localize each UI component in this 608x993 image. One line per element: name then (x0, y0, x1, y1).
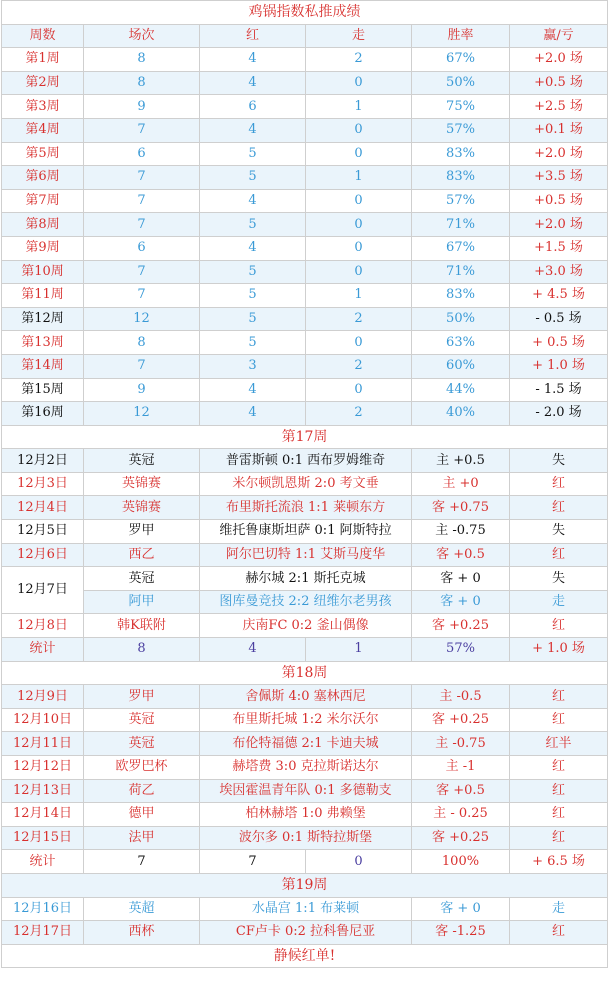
table-title: 鸡锅指数私推成绩 (2, 1, 608, 25)
match-score: 米尔顿凯恩斯 2:0 考文垂 (200, 472, 412, 496)
win-rate: 40% (412, 402, 510, 426)
profit-loss: +2.0 场 (510, 48, 608, 72)
match-row (2, 472, 608, 496)
results-table (1, 0, 608, 968)
section-row (2, 873, 608, 897)
match-tip: 主 - 0.25 (412, 803, 510, 827)
match-date: 12月3日 (2, 472, 84, 496)
match-row (2, 756, 608, 780)
games-count: 9 (84, 378, 200, 402)
games-count: 8 (84, 48, 200, 72)
match-league: 欧罗巴杯 (84, 756, 200, 780)
summary-row (2, 850, 608, 874)
week-label: 第11周 (2, 284, 84, 308)
match-row (2, 732, 608, 756)
red-count: 4 (200, 236, 306, 260)
win-rate: 75% (412, 95, 510, 119)
profit-loss: - 1.5 场 (510, 378, 608, 402)
push-count: 0 (306, 142, 412, 166)
games-count: 7 (84, 260, 200, 284)
match-score: 布伦特福德 2:1 卡迪夫城 (200, 732, 412, 756)
match-date: 12月8日 (2, 614, 84, 638)
push-count: 2 (306, 48, 412, 72)
match-tip: 主 +0 (412, 472, 510, 496)
push-count: 1 (306, 95, 412, 119)
games-count: 7 (84, 213, 200, 237)
week-label: 第13周 (2, 331, 84, 355)
win-rate: 50% (412, 71, 510, 95)
red-count: 4 (200, 189, 306, 213)
red-count: 4 (200, 378, 306, 402)
match-league: 英锦赛 (84, 472, 200, 496)
summary-rate: 100% (412, 850, 510, 874)
summary-red: 7 (200, 850, 306, 874)
profit-loss: + 1.0 场 (510, 354, 608, 378)
red-count: 4 (200, 71, 306, 95)
weekly-row (2, 331, 608, 355)
match-league: 英冠 (84, 449, 200, 473)
push-count: 0 (306, 260, 412, 284)
match-row (2, 897, 608, 921)
games-count: 7 (84, 284, 200, 308)
profit-loss: + 4.5 场 (510, 284, 608, 308)
match-date: 12月9日 (2, 685, 84, 709)
weekly-row (2, 236, 608, 260)
match-league: 西杯 (84, 921, 200, 945)
push-count: 0 (306, 213, 412, 237)
match-date: 12月2日 (2, 449, 84, 473)
push-count: 2 (306, 307, 412, 331)
match-result: 红 (510, 472, 608, 496)
week-label: 第5周 (2, 142, 84, 166)
games-count: 7 (84, 354, 200, 378)
match-result: 红 (510, 685, 608, 709)
red-count: 3 (200, 354, 306, 378)
match-league: 罗甲 (84, 520, 200, 544)
match-row (2, 496, 608, 520)
match-row (2, 685, 608, 709)
match-score: 波尔多 0:1 斯特拉斯堡 (200, 826, 412, 850)
week-label: 第9周 (2, 236, 84, 260)
match-row (2, 779, 608, 803)
profit-loss: +2.0 场 (510, 142, 608, 166)
push-count: 2 (306, 402, 412, 426)
match-league: 英冠 (84, 732, 200, 756)
win-rate: 67% (412, 48, 510, 72)
match-result: 红 (510, 826, 608, 850)
match-result: 红 (510, 756, 608, 780)
profit-loss: +3.0 场 (510, 260, 608, 284)
summary-push: 0 (306, 850, 412, 874)
match-result: 失 (510, 567, 608, 591)
push-count: 1 (306, 284, 412, 308)
match-score: 庆南FC 0:2 釜山偶像 (200, 614, 412, 638)
win-rate: 83% (412, 142, 510, 166)
win-rate: 71% (412, 213, 510, 237)
games-count: 9 (84, 95, 200, 119)
match-league: 英冠 (84, 567, 200, 591)
match-score: 布里斯托流浪 1:1 莱顿东方 (200, 496, 412, 520)
games-count: 12 (84, 402, 200, 426)
red-count: 5 (200, 213, 306, 237)
match-row (2, 590, 608, 614)
match-league: 英锦赛 (84, 496, 200, 520)
weekly-row (2, 166, 608, 190)
week-label: 第10周 (2, 260, 84, 284)
match-date: 12月4日 (2, 496, 84, 520)
match-score: 柏林赫塔 1:0 弗赖堡 (200, 803, 412, 827)
profit-loss: +0.5 场 (510, 71, 608, 95)
win-rate: 83% (412, 166, 510, 190)
profit-loss: +0.1 场 (510, 118, 608, 142)
push-count: 0 (306, 71, 412, 95)
weekly-row (2, 71, 608, 95)
match-league: 法甲 (84, 826, 200, 850)
red-count: 5 (200, 284, 306, 308)
summary-label: 统计 (2, 638, 84, 662)
match-date: 12月12日 (2, 756, 84, 780)
match-result: 走 (510, 897, 608, 921)
match-result: 失 (510, 449, 608, 473)
match-tip: 客 +0.25 (412, 708, 510, 732)
week-label: 第12周 (2, 307, 84, 331)
profit-loss: + 0.5 场 (510, 331, 608, 355)
match-date: 12月11日 (2, 732, 84, 756)
summary-games: 8 (84, 638, 200, 662)
summary-push: 1 (306, 638, 412, 662)
section-row (2, 661, 608, 685)
week-label: 第4周 (2, 118, 84, 142)
week-label: 第6周 (2, 166, 84, 190)
match-date: 12月10日 (2, 708, 84, 732)
match-date: 12月5日 (2, 520, 84, 544)
section-week17: 第17周 (2, 425, 608, 449)
win-rate: 57% (412, 118, 510, 142)
red-count: 5 (200, 260, 306, 284)
weekly-row (2, 142, 608, 166)
match-row (2, 803, 608, 827)
header-red: 红 (200, 24, 306, 48)
match-league: 罗甲 (84, 685, 200, 709)
red-count: 5 (200, 142, 306, 166)
section-week18: 第18周 (2, 661, 608, 685)
win-rate: 50% (412, 307, 510, 331)
match-date: 12月13日 (2, 779, 84, 803)
match-score: 赫尔城 2:1 斯托克城 (200, 567, 412, 591)
match-result: 走 (510, 590, 608, 614)
match-date: 12月14日 (2, 803, 84, 827)
match-result: 红 (510, 779, 608, 803)
games-count: 7 (84, 189, 200, 213)
win-rate: 83% (412, 284, 510, 308)
week-label: 第3周 (2, 95, 84, 119)
header-week: 周数 (2, 24, 84, 48)
weekly-row (2, 213, 608, 237)
push-count: 0 (306, 118, 412, 142)
match-result: 红 (510, 708, 608, 732)
match-score: 布里斯托城 1:2 米尔沃尔 (200, 708, 412, 732)
games-count: 8 (84, 331, 200, 355)
summary-pl: + 6.5 场 (510, 850, 608, 874)
match-tip: 客 +0.5 (412, 543, 510, 567)
week-label: 第8周 (2, 213, 84, 237)
weekly-row (2, 189, 608, 213)
red-count: 4 (200, 402, 306, 426)
week-label: 第7周 (2, 189, 84, 213)
push-count: 0 (306, 236, 412, 260)
weekly-row (2, 118, 608, 142)
match-row (2, 614, 608, 638)
match-tip: 客 + 0 (412, 590, 510, 614)
match-result: 红 (510, 803, 608, 827)
match-result: 红 (510, 543, 608, 567)
win-rate: 57% (412, 189, 510, 213)
match-league: 荷乙 (84, 779, 200, 803)
match-tip: 主 -1 (412, 756, 510, 780)
match-tip: 主 -0.5 (412, 685, 510, 709)
match-row (2, 543, 608, 567)
week-label: 第16周 (2, 402, 84, 426)
games-count: 7 (84, 118, 200, 142)
weekly-row (2, 354, 608, 378)
games-count: 6 (84, 142, 200, 166)
profit-loss: - 0.5 场 (510, 307, 608, 331)
match-date: 12月16日 (2, 897, 84, 921)
weekly-row (2, 402, 608, 426)
match-result: 失 (510, 520, 608, 544)
match-result: 红 (510, 614, 608, 638)
section-row (2, 425, 608, 449)
win-rate: 60% (412, 354, 510, 378)
profit-loss: +2.0 场 (510, 213, 608, 237)
games-count: 8 (84, 71, 200, 95)
match-tip: 主 -0.75 (412, 520, 510, 544)
match-score: 埃因霍温青年队 0:1 多德勒支 (200, 779, 412, 803)
weekly-row (2, 260, 608, 284)
match-league: 阿甲 (84, 590, 200, 614)
win-rate: 67% (412, 236, 510, 260)
weekly-row (2, 95, 608, 119)
match-date: 12月6日 (2, 543, 84, 567)
weekly-row (2, 378, 608, 402)
header-push: 走 (306, 24, 412, 48)
match-result: 红 (510, 921, 608, 945)
header-row (2, 24, 608, 48)
match-tip: 客 -1.25 (412, 921, 510, 945)
weekly-row (2, 284, 608, 308)
red-count: 5 (200, 307, 306, 331)
red-count: 4 (200, 48, 306, 72)
match-row (2, 921, 608, 945)
match-league: 西乙 (84, 543, 200, 567)
summary-rate: 57% (412, 638, 510, 662)
red-count: 5 (200, 166, 306, 190)
match-row (2, 567, 608, 591)
match-date: 12月7日 (2, 567, 84, 614)
match-result: 红 (510, 496, 608, 520)
profit-loss: - 2.0 场 (510, 402, 608, 426)
red-count: 4 (200, 118, 306, 142)
match-date: 12月15日 (2, 826, 84, 850)
week-label: 第2周 (2, 71, 84, 95)
match-row (2, 826, 608, 850)
win-rate: 63% (412, 331, 510, 355)
week-label: 第1周 (2, 48, 84, 72)
header-rate: 胜率 (412, 24, 510, 48)
red-count: 6 (200, 95, 306, 119)
match-tip: 客 + 0 (412, 897, 510, 921)
match-tip: 客 + 0 (412, 567, 510, 591)
push-count: 0 (306, 331, 412, 355)
match-tip: 主 +0.5 (412, 449, 510, 473)
match-date: 12月17日 (2, 921, 84, 945)
match-league: 德甲 (84, 803, 200, 827)
red-count: 5 (200, 331, 306, 355)
summary-red: 4 (200, 638, 306, 662)
match-row (2, 449, 608, 473)
weekly-row (2, 307, 608, 331)
footer-text: 静候红单! (2, 944, 608, 968)
match-result: 红半 (510, 732, 608, 756)
week-label: 第15周 (2, 378, 84, 402)
push-count: 0 (306, 189, 412, 213)
match-tip: 主 -0.75 (412, 732, 510, 756)
profit-loss: +0.5 场 (510, 189, 608, 213)
profit-loss: +3.5 场 (510, 166, 608, 190)
summary-pl: + 1.0 场 (510, 638, 608, 662)
win-rate: 44% (412, 378, 510, 402)
match-tip: 客 +0.25 (412, 614, 510, 638)
match-tip: 客 +0.5 (412, 779, 510, 803)
push-count: 2 (306, 354, 412, 378)
match-score: 水晶宫 1:1 布莱顿 (200, 897, 412, 921)
header-games: 场次 (84, 24, 200, 48)
profit-loss: +1.5 场 (510, 236, 608, 260)
win-rate: 71% (412, 260, 510, 284)
footer-row (2, 944, 608, 968)
match-score: 图库曼竞技 2:2 纽维尔老男孩 (200, 590, 412, 614)
profit-loss: +2.5 场 (510, 95, 608, 119)
push-count: 0 (306, 378, 412, 402)
push-count: 1 (306, 166, 412, 190)
section-week19: 第19周 (2, 873, 608, 897)
match-league: 英超 (84, 897, 200, 921)
match-score: 阿尔巴切特 1:1 艾斯马度华 (200, 543, 412, 567)
match-score: 舍佩斯 4:0 塞林西尼 (200, 685, 412, 709)
match-tip: 客 +0.25 (412, 826, 510, 850)
match-league: 韩K联附 (84, 614, 200, 638)
games-count: 12 (84, 307, 200, 331)
match-score: 普雷斯顿 0:1 西布罗姆维奇 (200, 449, 412, 473)
games-count: 6 (84, 236, 200, 260)
summary-row (2, 638, 608, 662)
summary-games: 7 (84, 850, 200, 874)
match-score: CF卢卡 0:2 拉科鲁尼亚 (200, 921, 412, 945)
summary-label: 统计 (2, 850, 84, 874)
match-row (2, 708, 608, 732)
header-pl: 赢/亏 (510, 24, 608, 48)
week-label: 第14周 (2, 354, 84, 378)
table-title-row (2, 1, 608, 25)
match-row (2, 520, 608, 544)
match-tip: 客 +0.75 (412, 496, 510, 520)
match-score: 赫塔费 3:0 克拉斯诺达尔 (200, 756, 412, 780)
games-count: 7 (84, 166, 200, 190)
match-score: 维托鲁康斯坦萨 0:1 阿斯特拉 (200, 520, 412, 544)
match-league: 英冠 (84, 708, 200, 732)
weekly-row (2, 48, 608, 72)
